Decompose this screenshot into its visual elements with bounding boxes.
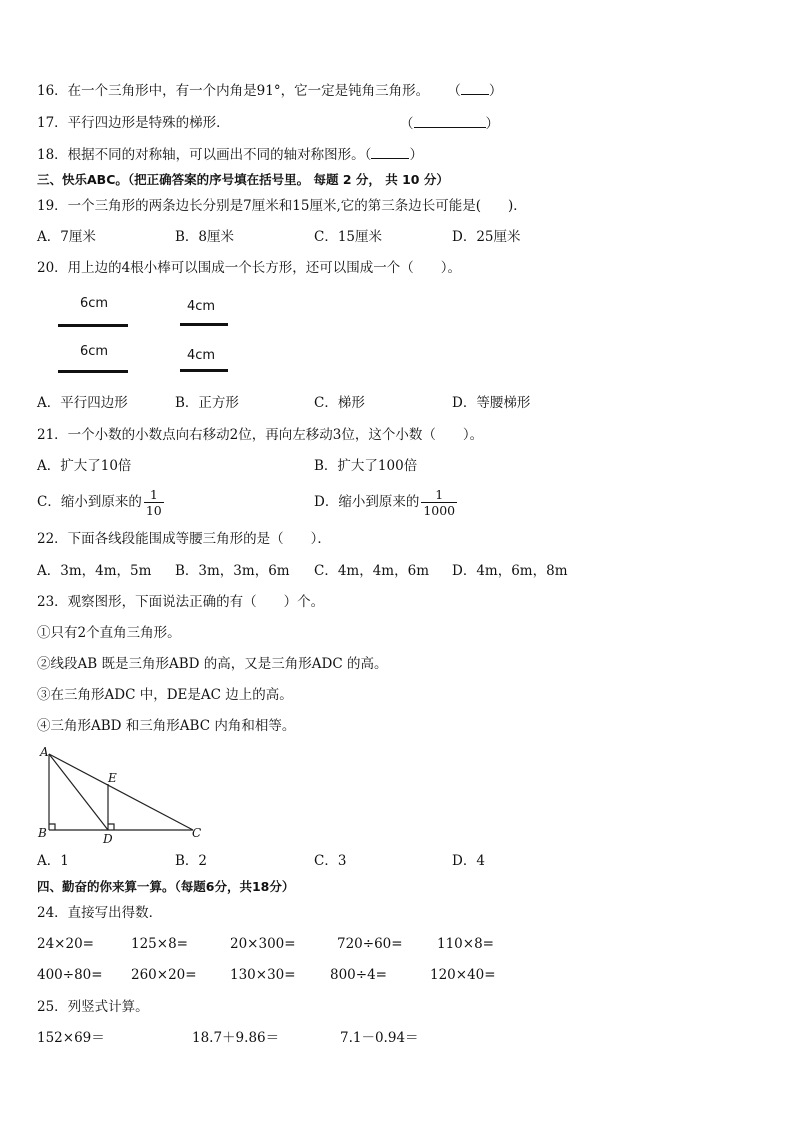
option-b[interactable]: B．3m，3m，6m [175,563,290,579]
option-a[interactable]: A．扩大了10倍 [37,458,132,474]
stick-label: 4cm [187,348,216,363]
right-angle-mark-d [108,824,114,830]
section-3-heading: 三、快乐ABC。（把正确答案的序号填在括号里。 每题 2 分， 共 10 分） [37,172,449,187]
triangle-figure [36,744,206,844]
stick-4cm [180,369,228,372]
segment-ac [49,754,193,830]
option-a[interactable]: A．7厘米 [37,229,96,245]
question-25-text: 25．列竖式计算。 [37,999,149,1015]
calc-item: 125×8= [131,936,188,952]
option-a[interactable]: A．平行四边形 [37,395,128,411]
statement-4: ④三角形ABD 和三角形ABC 内角和相等。 [37,718,296,734]
option-a[interactable]: A．3m，4m，5m [37,563,152,579]
stick-4cm [180,323,228,326]
option-a[interactable]: A．1 [37,853,69,869]
option-d[interactable]: D．等腰梯形 [452,395,531,411]
point-label-a: A [40,745,49,759]
vertical-calc-item: 7.1－0.94＝ [340,1030,419,1046]
option-b[interactable]: B．正方形 [175,395,239,411]
question-23-text: 23．观察图形，下面说法正确的有（ ）个。 [37,594,325,610]
question-17-text: 17．平行四边形是特殊的梯形． [37,115,230,131]
point-label-c: C [192,826,202,840]
question-18: 18．根据不同的对称轴，可以画出不同的轴对称图形。（ ） [37,144,423,165]
answer-blank[interactable] [371,144,409,159]
statement-3: ③在三角形ADC 中，DE是AC 边上的高。 [37,687,293,703]
calc-item: 720÷60= [337,936,403,952]
calc-item: 130×30= [230,967,296,983]
question-17-answer: （ ） [400,113,499,134]
calc-item: 24×20= [37,936,94,952]
question-22-text: 22．下面各线段能围成等腰三角形的是（ ）． [37,531,331,547]
stick-6cm [58,370,128,373]
option-c[interactable]: C．3 [314,853,347,869]
point-label-d: D [103,832,113,846]
option-c[interactable]: C．15厘米 [314,229,383,245]
statement-1: ①只有2个直角三角形。 [37,625,181,641]
option-d[interactable]: D．缩小到原来的 $\frac{1}{1000}$ [314,487,456,518]
calc-item: 120×40= [430,967,496,983]
right-angle-mark-b [49,824,55,830]
question-16: 16．在一个三角形中，有一个内角是91°，它一定是钝角三角形。 （ ） [37,80,502,101]
calc-item: 800÷4= [330,967,387,983]
answer-blank[interactable] [414,113,486,128]
option-b[interactable]: B．8厘米 [175,229,235,245]
question-24-text: 24．直接写出得数． [37,905,163,921]
question-20-text: 20．用上边的4根小棒可以围成一个长方形，还可以围成一个（ ）。 [37,260,462,276]
calc-item: 260×20= [131,967,197,983]
stick-label: 4cm [187,299,216,314]
fraction: $\frac{1}{10}$ [145,487,162,518]
question-18-text: 18．根据不同的对称轴，可以画出不同的轴对称图形。（ [37,147,372,163]
stick-label: 6cm [80,296,109,311]
answer-blank[interactable] [461,80,489,95]
calc-item: 20×300= [230,936,296,952]
stick-6cm [58,324,128,327]
option-d[interactable]: D．25厘米 [452,229,521,245]
stick-label: 6cm [80,344,109,359]
calc-item: 400÷80= [37,967,103,983]
option-b[interactable]: B．扩大了100倍 [314,458,418,474]
question-17 [37,113,230,133]
question-21-text: 21．一个小数的小数点向右移动2位，再向左移动3位，这个小数（ ）。 [37,427,484,443]
option-d[interactable]: D．4m，6m，8m [452,563,568,579]
calc-item: 110×8= [437,936,494,952]
fraction: $\frac{1}{1000}$ [423,487,456,518]
question-19-text: 19．一个三角形的两条边长分别是7厘米和15厘米,它的第三条边长可能是( )． [37,198,527,214]
statement-2: ②线段AB 既是三角形ABD 的高，又是三角形ADC 的高。 [37,656,388,672]
segment-ad [49,754,108,830]
option-c[interactable]: C．缩小到原来的 $\frac{1}{10}$ [37,487,162,518]
option-c[interactable]: C．梯形 [314,395,365,411]
option-c[interactable]: C．4m，4m，6m [314,563,430,579]
vertical-calc-item: 152×69＝ [37,1030,105,1046]
option-d[interactable]: D．4 [452,853,485,869]
point-label-b: B [38,826,47,840]
point-label-e: E [108,771,117,785]
option-b[interactable]: B．2 [175,853,208,869]
vertical-calc-item: 18.7＋9.86＝ [192,1030,280,1046]
question-16-text: 16．在一个三角形中，有一个内角是91°，它一定是钝角三角形。 [37,83,430,99]
section-4-heading: 四、勤奋的你来算一算。（每题6分，共18分） [37,879,295,894]
